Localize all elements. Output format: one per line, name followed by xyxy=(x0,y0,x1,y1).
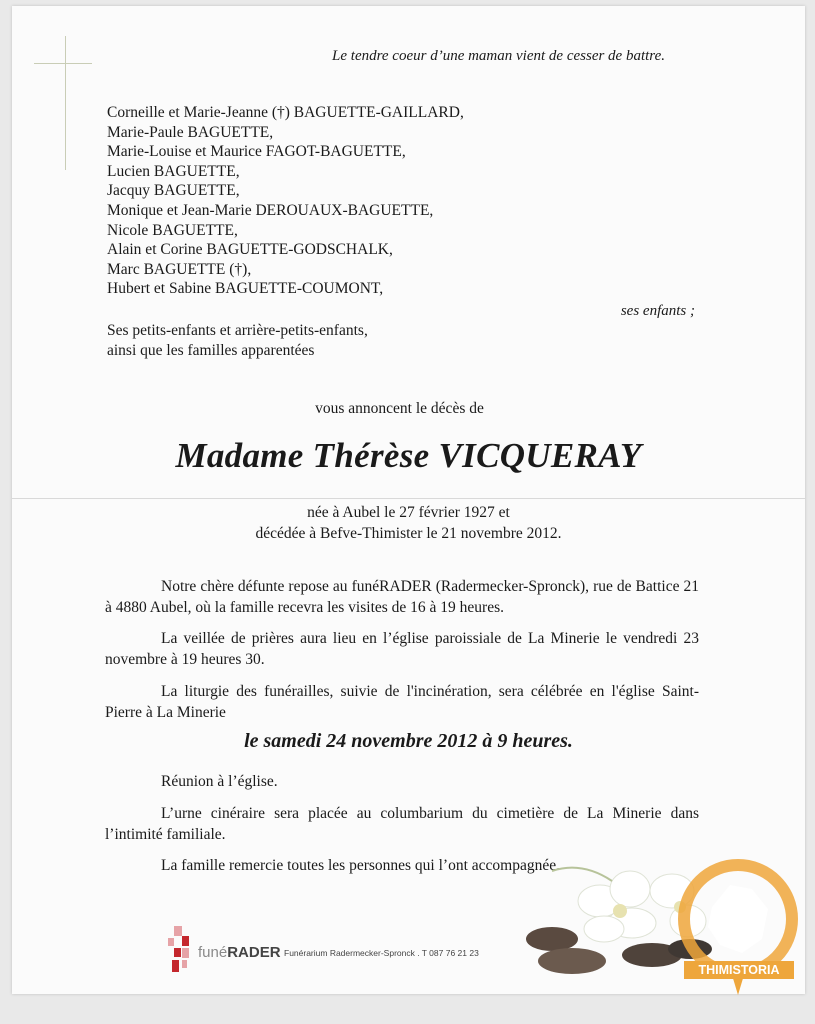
map-shield-icon xyxy=(672,857,810,1007)
family-member: Marc BAGUETTE (†), xyxy=(107,260,252,278)
funerarium-logo xyxy=(160,926,490,976)
announce-line xyxy=(12,400,805,418)
funerarium-brand xyxy=(198,944,281,961)
birth-line: née à Aubel le 27 février 1927 et xyxy=(307,504,510,521)
paragraph-urne xyxy=(105,803,699,845)
family-member: Nicole BAGUETTE, xyxy=(107,221,238,239)
deceased-name: Madame Thérèse VICQUERAY xyxy=(175,436,642,475)
family-member: Marie-Louise et Maurice FAGOT-BAGUETTE, xyxy=(107,143,406,161)
family-member: Corneille et Marie-Jeanne (†) BAGUETTE-GAILLARD, xyxy=(107,104,464,121)
brand-bold: RADER xyxy=(227,944,281,961)
paragraph-text: Réunion à l’église. xyxy=(161,773,278,790)
family-member: Marie-Paule BAGUETTE, xyxy=(107,123,274,141)
family-member: Jacquy BAGUETTE, xyxy=(107,182,240,200)
family-member: Lucien BAGUETTE, xyxy=(107,162,240,180)
paragraph-text: La liturgie des funérailles, suivie de l'incinération, sera célébrée en l'église Saint-Pierre à La Minerie xyxy=(105,683,699,721)
family-member: Hubert et Sabine BAGUETTE-COUMONT, xyxy=(107,280,384,298)
brand-light: funé xyxy=(198,944,228,961)
thimistoria-watermark xyxy=(672,857,810,1007)
paragraph-repose xyxy=(105,576,699,618)
paragraph-text: La famille remercie toutes les personnes qui l’ont accompagnée. xyxy=(161,857,560,874)
paragraph-liturgie xyxy=(105,681,699,723)
paragraph-veillee xyxy=(105,628,699,670)
funeral-notice-card xyxy=(12,6,805,994)
ceremony-date: le samedi 24 novembre 2012 à 9 heures. xyxy=(244,730,573,752)
family-list xyxy=(107,103,464,299)
paragraph-text: La veillée de prières aura lieu en l’église paroissiale de La Minerie le vendredi 23 novembre à 19 heures 30. xyxy=(105,630,699,668)
cross-icon-horizontal xyxy=(34,63,92,64)
announce-text: vous annoncent le décès de xyxy=(315,400,484,417)
family-member: Monique et Jean-Marie DEROUAUX-BAGUETTE, xyxy=(107,201,434,219)
relatives-line: ainsi que les familles apparentées xyxy=(107,342,315,359)
paragraph-text: L’urne cinéraire sera placée au columbarium du cimetière de La Minerie dans l’intimité familiale. xyxy=(105,805,699,843)
paragraph-reunion xyxy=(105,771,699,792)
grandchildren-line: Ses petits-enfants et arrière-petits-enfants, xyxy=(107,322,368,339)
birth-death-info xyxy=(12,502,805,544)
cross-icon-vertical xyxy=(65,36,66,170)
family-member: Alain et Corine BAGUETTE-GODSCHALK, xyxy=(107,241,393,259)
death-line: décédée à Befve-Thimister le 21 novembre 2012. xyxy=(255,525,562,542)
fold-line xyxy=(12,498,805,499)
other-relatives xyxy=(107,321,368,361)
funerarium-tagline: Funérarium Radermecker-Spronck . T 087 76 21 23 xyxy=(284,948,479,958)
children-label: ses enfants ; xyxy=(620,303,695,319)
watermark-label: THIMISTORIA xyxy=(684,961,794,979)
opening-quote: Le tendre coeur d’une maman vient de cesser de battre. xyxy=(332,48,665,64)
funerarium-logo-icon xyxy=(160,926,200,976)
paragraph-text: Notre chère défunte repose au funéRADER (Radermecker-Spronck), rue de Battice 21 à 4880 Aubel, où la famille recevra les visites de 16 à 19 heures. xyxy=(105,578,699,616)
